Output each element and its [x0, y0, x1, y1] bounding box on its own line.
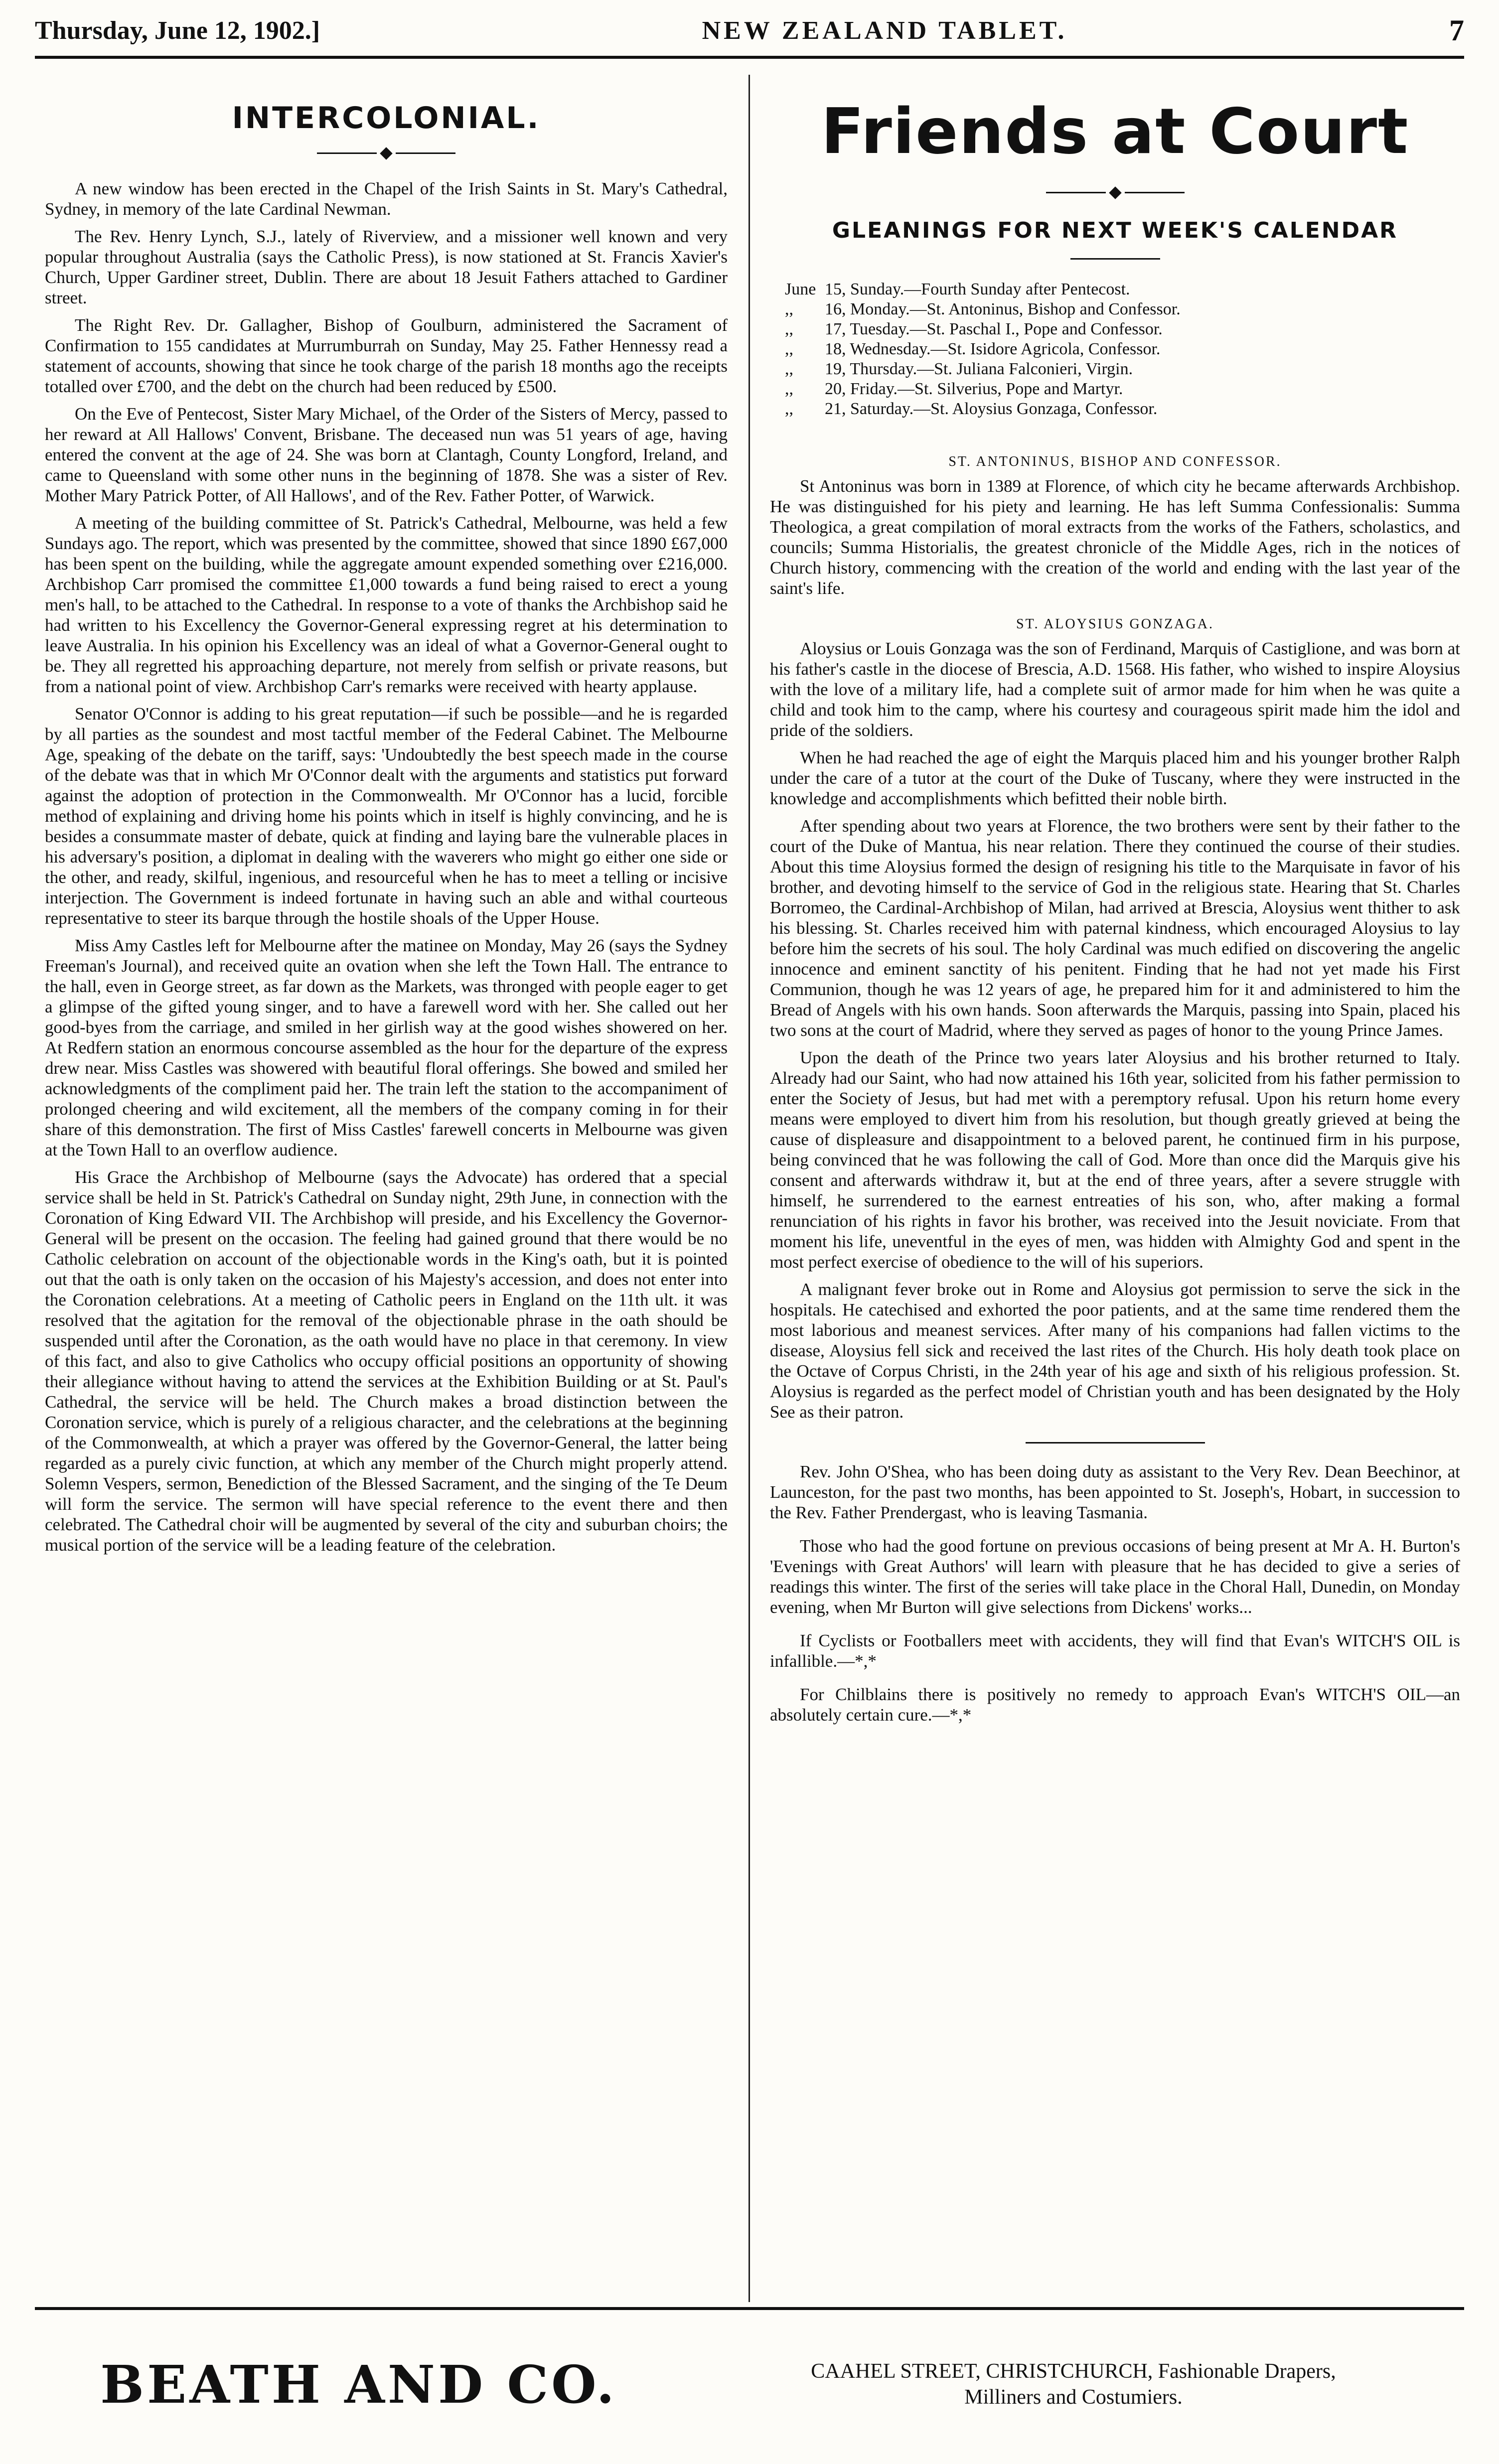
advertiser-address [683, 2358, 1464, 2410]
address-line: CAAHEL STREET, CHRISTCHURCH, Fashionable Drapers, [811, 2360, 1336, 2383]
aloysius-paragraph: After spending about two years at Florence, the two brothers were sent by their father to the court of the Duke of Mantua, his near relation. There they continued the course of their studies. About this time Aloysius formed the design of resigning his title to the Marquisate in favor of his brother, and devoting himself to the service of God in the religious state. Hearing that St. Charles Borromeo, the Cardinal-Archbishop of Milan, had arrived at Brescia, Aloysius went thither to ask his blessing. St. Charles received him with paternal kindness, which encouraged Aloysius to lay before him the secrets of his soul. The holy Cardinal was much edified on discovering the angelic innocence and eminent sanctity of his penitent. Finding that he had not yet made his First Communion, though he was 12 years of age, he prepared him for it and administered to him the Bread of Angels with his own hands. Soon afterwards the Marquis, passing into Spain, placed his two sons at the court of Madrid, where they served as pages of honor to the young Prince James. [770, 816, 1460, 1040]
column-divider [749, 75, 750, 2302]
calendar-entry: ,, 18, Wednesday.—St. Isidore Agricola, Confessor. [785, 340, 1161, 358]
article-paragraph: A new window has been erected in the Chapel of the Irish Saints in St. Mary's Cathedral, Sydney, in memory of the late Cardinal Newman. [45, 179, 728, 219]
article-paragraph: The Rev. Henry Lynch, S.J., lately of Riverview, and a missioner well known and very popular throughout Australia (says the Catholic Press), is now stationed at St. Francis Xavier's Church, Upper Gardiner street, Dublin. There are about 18 Jesuit Fathers attached to Gardiner street. [45, 227, 728, 307]
page-header [35, 6, 1464, 55]
article-paragraph: On the Eve of Pentecost, Sister Mary Michael, of the Order of the Sisters of Mercy, passed to her reward at All Hallows' Convent, Brisbane. The deceased nun was 51 years of age, having entered the convent at the age of 24. She was born at Clantagh, County Longford, Ireland, and came to Queensland with some other nuns in the beginning of 1878. She was a sister of Rev. Mother Mary Patrick Potter, of All Hallows', and of the Rev. Father Potter, of Warwick. [45, 404, 728, 505]
aloysius-heading: ST. ALOYSIUS GONZAGA. [1016, 616, 1214, 632]
note-paragraph: If Cyclists or Footballers meet with accidents, they will find that Evan's WITCH'S OIL is infallible.—*,* [770, 1631, 1460, 1671]
friends-at-court-title: Friends at Court [821, 95, 1409, 168]
calendar-list [785, 280, 1460, 419]
calendar-entry: June 15, Sunday.—Fourth Sunday after Pentecost. [785, 280, 1130, 298]
article-paragraph: A meeting of the building committee of St. Patrick's Cathedral, Melbourne, was held a few Sundays ago. The report, which was presented by the committee, showed that since 1890 £67,000 has been spent on the building, while the aggregate amount expended something over £216,000. Archbishop Carr promised the committee £1,000 towards a fund being raised to erect a young men's hall, to be attached to the Cathedral. In response to a vote of thanks the Archbishop said he had written to his Excellency the Governor-General expressing regret at his determination to leave Australia. In his opinion his Excellency was an ideal of what a Governor-General ought to be. They all regretted his approaching departure, not merely from selfish or private reasons, but from a national point of view. Archbishop Carr's remarks were received with hearty applause. [45, 513, 728, 696]
notes-rule [1026, 1442, 1205, 1444]
article-paragraph: His Grace the Archbishop of Melbourne (says the Advocate) has ordered that a special service shall be held in St. Patrick's Cathedral on Sunday night, 29th June, in connection with the Coronation of King Edward VII. The Archbishop will preside, and his Excellency the Governor-General will be present on the occasion. The feeling had gained ground that there would be no Catholic celebration on account of the objectionable words in the King's oath, but it is pointed out that the oath is only taken on the occasion of his Majesty's accession, and does not enter into the Coronation celebrations. At a meeting of Catholic peers in England on the 11th ult. it was resolved that the agitation for the removal of the objectionable phrase in the oath should be suspended until after the Coronation, as the oath would have no place in that ceremony. In view of this fact, and also to give Catholics who occupy official positions an opportunity of showing their allegiance without having to attend the services at the Exhibition Building or at St. Paul's Cathedral, the service will be held. The Church makes a broad distinction between the Coronation service, which is purely of a religious character, and the celebrations at the beginning of the Commonwealth, at which a prayer was offered by the Governor-General, the latter being regarded as a purely civic function, at which any member of the Church might properly attend. Solemn Vespers, sermon, Benediction of the Blessed Sacrament, and the singing of the Te Deum will form the service. The sermon will have special reference to the event there and then celebrated. The Cathedral choir will be augmented by several of the city and suburban choirs; the musical portion of the service will be a leading feature of the celebration. [45, 1167, 728, 1555]
aloysius-paragraph: A malignant fever broke out in Rome and Aloysius got permission to serve the sick in the hospitals. He catechised and exhorted the poor patients, and at the same time rendered them the most laborious and meanest services. After many of his companions had fallen victims to the disease, Aloysius fell sick and received the last rites of the Church. His holy death took place on the Octave of Corpus Christi, in the 24th year of his age and sixth of his religious profession. St. Aloysius is regarded as the perfect model of Christian youth and has been designated by the Holy See as their patron. [770, 1280, 1460, 1422]
page-number: 7 [1449, 13, 1464, 47]
footer-rule [35, 2307, 1464, 2310]
calendar-entry: ,, 17, Tuesday.—St. Paschal I., Pope and Confessor. [785, 320, 1163, 338]
aloysius-paragraph: When he had reached the age of eight the Marquis placed him and his younger brother Ralph under the care of a tutor at the court of the Duke of Tuscany, where they were instructed in the knowledge and accomplishments which befitted their noble birth. [770, 748, 1460, 808]
right-column [770, 75, 1460, 1738]
publication-title: NEW ZEALAND TABLET. [702, 16, 1067, 45]
note-paragraph: For Chilblains there is positively no remedy to approach Evan's WITCH'S OIL—an absolutely certain cure.—*,* [770, 1685, 1460, 1725]
header-date: Thursday, June 12, 1902.] [35, 16, 320, 45]
calendar-entry: ,, 16, Monday.—St. Antoninus, Bishop and Confessor. [785, 300, 1181, 318]
article-paragraph: Senator O'Connor is adding to his great reputation—if such be possible—and he is regarded by all parties as the soundest and most tactful member of the Federal Cabinet. The Melbourne Age, speaking of the debate on the tariff, says: 'Undoubtedly the best speech made in the course of the debate was that in which Mr O'Connor dealt with the arguments and statistics put forward against the adoption of protection in the Commonwealth. Mr O'Connor has a lucid, forcible method of explaining and driving home his points which in itself is highly convincing, and he is besides a consummate master of debate, quick at finding and laying bare the vulnerable places in his adversary's position, a diplomat in dealing with the waverers who might go either one side or the other, and ready, skilful, ingenious, and resourceful when he has to meet a telling or incisive interjection. The Government is indeed fortunate in having such an able and withal courteous representative to steer its barque through the hostile shoals of the Upper House. [45, 704, 728, 928]
notes-section [770, 1461, 1460, 1725]
address-line: Milliners and Costumiers. [964, 2386, 1183, 2409]
calendar-entry: ,, 20, Friday.—St. Silverius, Pope and Martyr. [785, 380, 1123, 398]
antoninus-paragraph: St Antoninus was born in 1389 at Florence, of which city he became afterwards Archbishop. He was distinguished for his piety and learning. He has left Summa Confessionalis: Summa Theologica, a great compilation of moral extracts from the works of the Fathers, scholastics, and councils; Summa Historialis, the greatest chronicle of the Middle Ages, rich in the notices of Church history, commencing with the creation of the world and ending with the last year of the saint's life. [770, 476, 1460, 598]
note-paragraph: Those who had the good fortune on previous occasions of being present at Mr A. H. Burton's 'Evenings with Great Authors' will learn with pleasure that he has decided to give a series of readings this winter. The first of the series will take place in the Choral Hall, Dunedin, on Monday evening, when Mr Burton will give selections from Dickens' works... [770, 1536, 1460, 1617]
ornament-divider [770, 180, 1460, 202]
short-rule [1070, 258, 1160, 260]
calendar-entry: ,, 21, Saturday.—St. Aloysius Gonzaga, Confessor. [785, 400, 1158, 418]
article-paragraph: The Right Rev. Dr. Gallagher, Bishop of Goulburn, administered the Sacrament of Confirmation to 155 candidates at Murrumburrah on Sunday, May 25. Father Hennessy read a statement of accounts, showing that since he took charge of the parish 18 months ago the receipts totalled over £700, and the debt on the church had been reduced by £500. [45, 315, 728, 396]
intercolonial-heading: INTERCOLONIAL. [232, 101, 541, 136]
advertisement-footer [35, 2322, 1464, 2447]
calendar-entry: ,, 19, Thursday.—St. Juliana Falconieri, Virgin. [785, 360, 1133, 378]
aloysius-paragraph: Aloysius or Louis Gonzaga was the son of Ferdinand, Marquis of Castiglione, and was born at his father's castle in the diocese of Brescia, A.D. 1568. His father, who wished to inspire Aloysius with the love of a military life, had a complete suit of armor made for him when he was quite a child and took him to the camp, where his courtesy and courageous spirit made him the idol and pride of the soldiers. [770, 639, 1460, 740]
aloysius-paragraph: Upon the death of the Prince two years later Aloysius and his brother returned to Italy. Already had our Saint, who had now attained his 16th year, solicited from his father permission to enter the Society of Jesus, but had met with a peremptory refusal. Upon his return home every means were employed to divert him from his resolution, but though greatly grieved at being the cause of displeasure and disappointment to a beloved parent, he continued firm in his purpose, being convinced that he was following the call of God. More than once did the Marquis give his consent and afterwards withdraw it, but at the end of three years, after a severe struggle with himself, he surrendered to the earnest entreaties of his son, who, after making a formal renunciation of his rights in favor his brother, was received into the Jesuit noviciate. From that moment his life, uneventful in the eyes of men, was hidden with Almighty God and spent in the most perfect exercise of obedience to the will of his superiors. [770, 1048, 1460, 1272]
note-paragraph: Rev. John O'Shea, who has been doing duty as assistant to the Very Rev. Dean Beechinor, at Launceston, for the past two months, has been appointed to St. Joseph's, Hobart, in succession to the Rev. Father Prendergast, who is leaving Tasmania. [770, 1462, 1460, 1522]
ornament-divider [45, 141, 728, 162]
article-paragraph: Miss Amy Castles left for Melbourne after the matinee on Monday, May 26 (says the Sydney Freeman's Journal), and received quite an ovation when she left the Town Hall. The entrance to the hall, even in George street, as far down as the Markets, was thronged with people eager to get a glimpse of the gifted young singer, and to have a farewell word with her. She called out her good-byes from the carriage, and smiled in her girlish way at the good wishes showered on her. At Redfern station an enormous concourse assembled as the hour for the departure of the express drew near. Miss Castles was showered with beautiful floral offerings. She bowed and smiled her acknowledgments of the compliment paid her. The train left the station to the accompaniment of prolonged cheering and wild excitement, all the members of the company coming in for their share of this demonstration. The first of Miss Castles' farewell concerts in Melbourne was given at the Town Hall to an overflow audience. [45, 936, 728, 1160]
left-column [45, 75, 728, 1562]
header-rule [35, 56, 1464, 59]
calendar-subtitle: GLEANINGS FOR NEXT WEEK'S CALENDAR [832, 218, 1398, 243]
antoninus-heading: ST. ANTONINUS, BISHOP AND CONFESSOR. [948, 454, 1282, 469]
advertiser-name: BEATH AND CO. [100, 2353, 617, 2415]
